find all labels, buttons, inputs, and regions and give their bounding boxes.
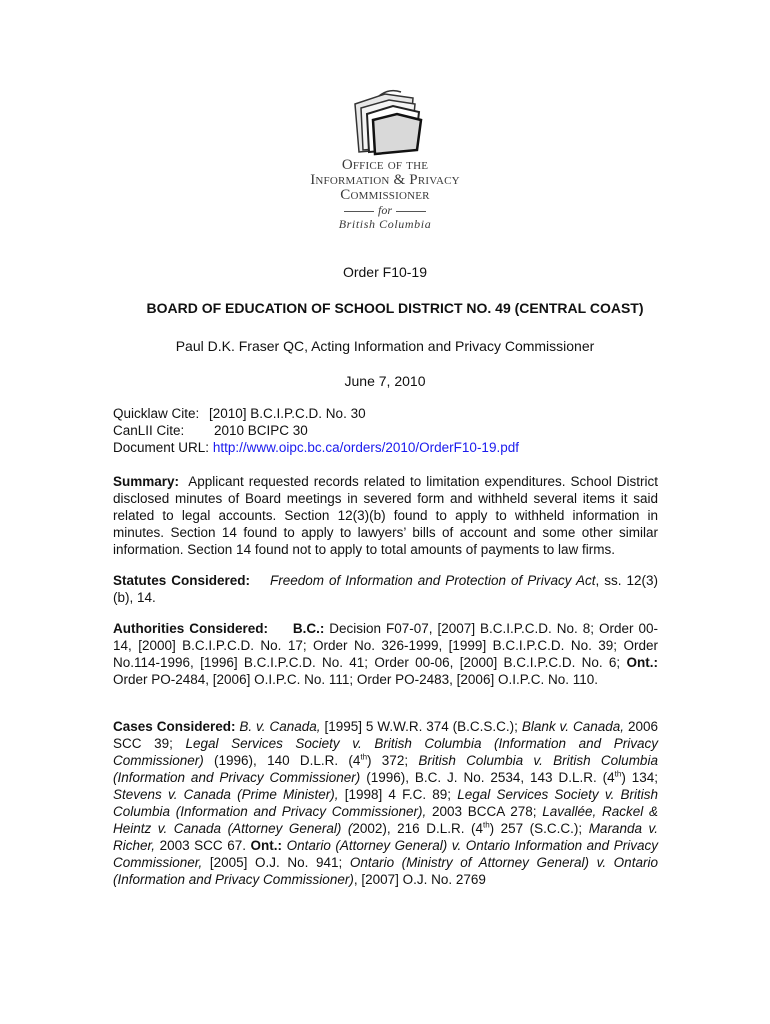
authorities-label: Authorities Considered: — [113, 621, 268, 636]
quicklaw-cite — [113, 405, 519, 422]
authorities-ont-label: Ont.: — [626, 655, 658, 670]
authorities-ont-text: Order PO-2484, [2006] O.I.P.C. No. 111; Order PO-2483, [2006] O.I.P.C. No. 110. — [113, 672, 599, 687]
logo-line-1: Office of the — [341, 157, 429, 173]
canlii-label: CanLII Cite: — [113, 423, 185, 438]
order-number: Order F10-19 — [342, 264, 428, 280]
case-cite: 2006 SCC 39; — [113, 719, 658, 751]
case-name: Ontario (Ministry of Attorney General) v. Ontario (Information and Privacy Commissioner) — [113, 855, 658, 887]
document-url — [113, 439, 519, 456]
statutes-label: Statutes Considered: — [113, 573, 251, 588]
case-cite: (1996), B.C. J. No. 2534, 143 D.L.R. (4th) 134; — [366, 769, 658, 785]
summary-label: Summary: — [113, 474, 180, 489]
summary-text: Applicant requested records related to limitation expenditures. School District disclosed minutes of Board meetings in severed form and withheld several items it said related to legal accounts. Section 12(3)(b) found to apply to withheld information in minutes. Section 14 found to apply to lawyers’ bills of account and some other similar information. Section 14 found not to apply to total amounts of payments to law firms. — [113, 474, 658, 557]
logo-line-2: Information & Privacy — [310, 172, 460, 188]
case-cite: [1998] 4 F.C. 89; — [344, 787, 452, 802]
cases-ont-label: Ont.: — [250, 838, 283, 853]
authorities-bc-label: B.C.: — [292, 621, 325, 636]
authorities-paragraph — [113, 620, 658, 688]
case-name: Stevens v. Canada (Prime Minister), — [113, 787, 339, 802]
case-cite: (1996), 140 D.L.R. (4th) 372; — [214, 752, 409, 768]
logo-line-3: Commissioner — [340, 187, 430, 203]
case-cite: [2005] O.J. No. 941; — [209, 855, 343, 870]
citations-block — [113, 405, 519, 456]
case-name: Lavallée, Rackel & Heintz v. Canada (Attorney General) ( — [113, 804, 658, 836]
canlii-value: 2010 BCIPC 30 — [214, 423, 308, 438]
logo-line-bc: British Columbia — [338, 217, 432, 231]
oipc-logo — [300, 86, 470, 234]
authorities-bc-text: Decision F07-07, [2007] B.C.I.P.C.D. No. 8; Order 00-14, [2000] B.C.I.P.C.D. No. 17; Order No. 326-1999, [1999] B.C.I.P.C.D. No. 39; Order No.114-1996, [1996] B.C.I.P.C.D. No. 41; Order 00-06, [2000] B.C.I.P.C.D. No. 6; — [113, 621, 658, 670]
author-line: Paul D.K. Fraser QC, Acting Information and Privacy Commissioner — [175, 338, 595, 354]
cases-label: Cases Considered: — [113, 719, 236, 734]
case-name: Legal Services Society v. British Columbia (Information and Privacy Commissioner) — [113, 736, 658, 768]
document-title: BOARD OF EDUCATION OF SCHOOL DISTRICT NO. 49 (CENTRAL COAST) — [146, 300, 644, 316]
case-cite: , [2007] O.J. No. 2769 — [353, 872, 486, 887]
case-cite: [1995] 5 W.W.R. 374 (B.C.S.C.); — [324, 719, 518, 734]
case-name: Legal Services Society v. British Columbia (Information and Privacy Commissioner), — [113, 787, 659, 819]
case-cite: 2002), 216 D.L.R. (4th) 257 (S.C.C.); — [352, 820, 583, 836]
statute-act: Freedom of Information and Protection of Privacy Act — [269, 573, 596, 588]
order-date: June 7, 2010 — [344, 373, 426, 389]
url-label: Document URL: — [113, 440, 210, 455]
logo-for: for — [300, 203, 470, 217]
statutes-paragraph — [113, 572, 658, 606]
quicklaw-value: [2010] B.C.I.P.C.D. No. 30 — [209, 406, 366, 421]
statute-sections: , ss. 12(3)(b), 14. — [113, 573, 658, 605]
document-url-link[interactable]: http://www.oipc.bc.ca/orders/2010/OrderF10-19.pdf — [212, 440, 519, 455]
quicklaw-label: Quicklaw Cite: — [113, 406, 200, 421]
case-cite: 2003 BCCA 278; — [431, 804, 537, 819]
canlii-cite — [113, 422, 519, 439]
case-name: Ontario (Attorney General) v. Ontario Information and Privacy Commissioner, — [113, 838, 658, 870]
case-name: British Columbia v. British Columbia (Information and Privacy Commissioner) — [113, 753, 658, 785]
case-cite: 2003 SCC 67. — [159, 838, 246, 853]
case-name: B. v. Canada, — [239, 719, 321, 734]
summary-paragraph — [113, 473, 658, 558]
case-name: Maranda v. Richer, — [113, 821, 658, 853]
case-name: Blank v. Canada, — [521, 719, 625, 734]
folder-icon — [345, 86, 425, 158]
cases-paragraph — [113, 718, 658, 888]
